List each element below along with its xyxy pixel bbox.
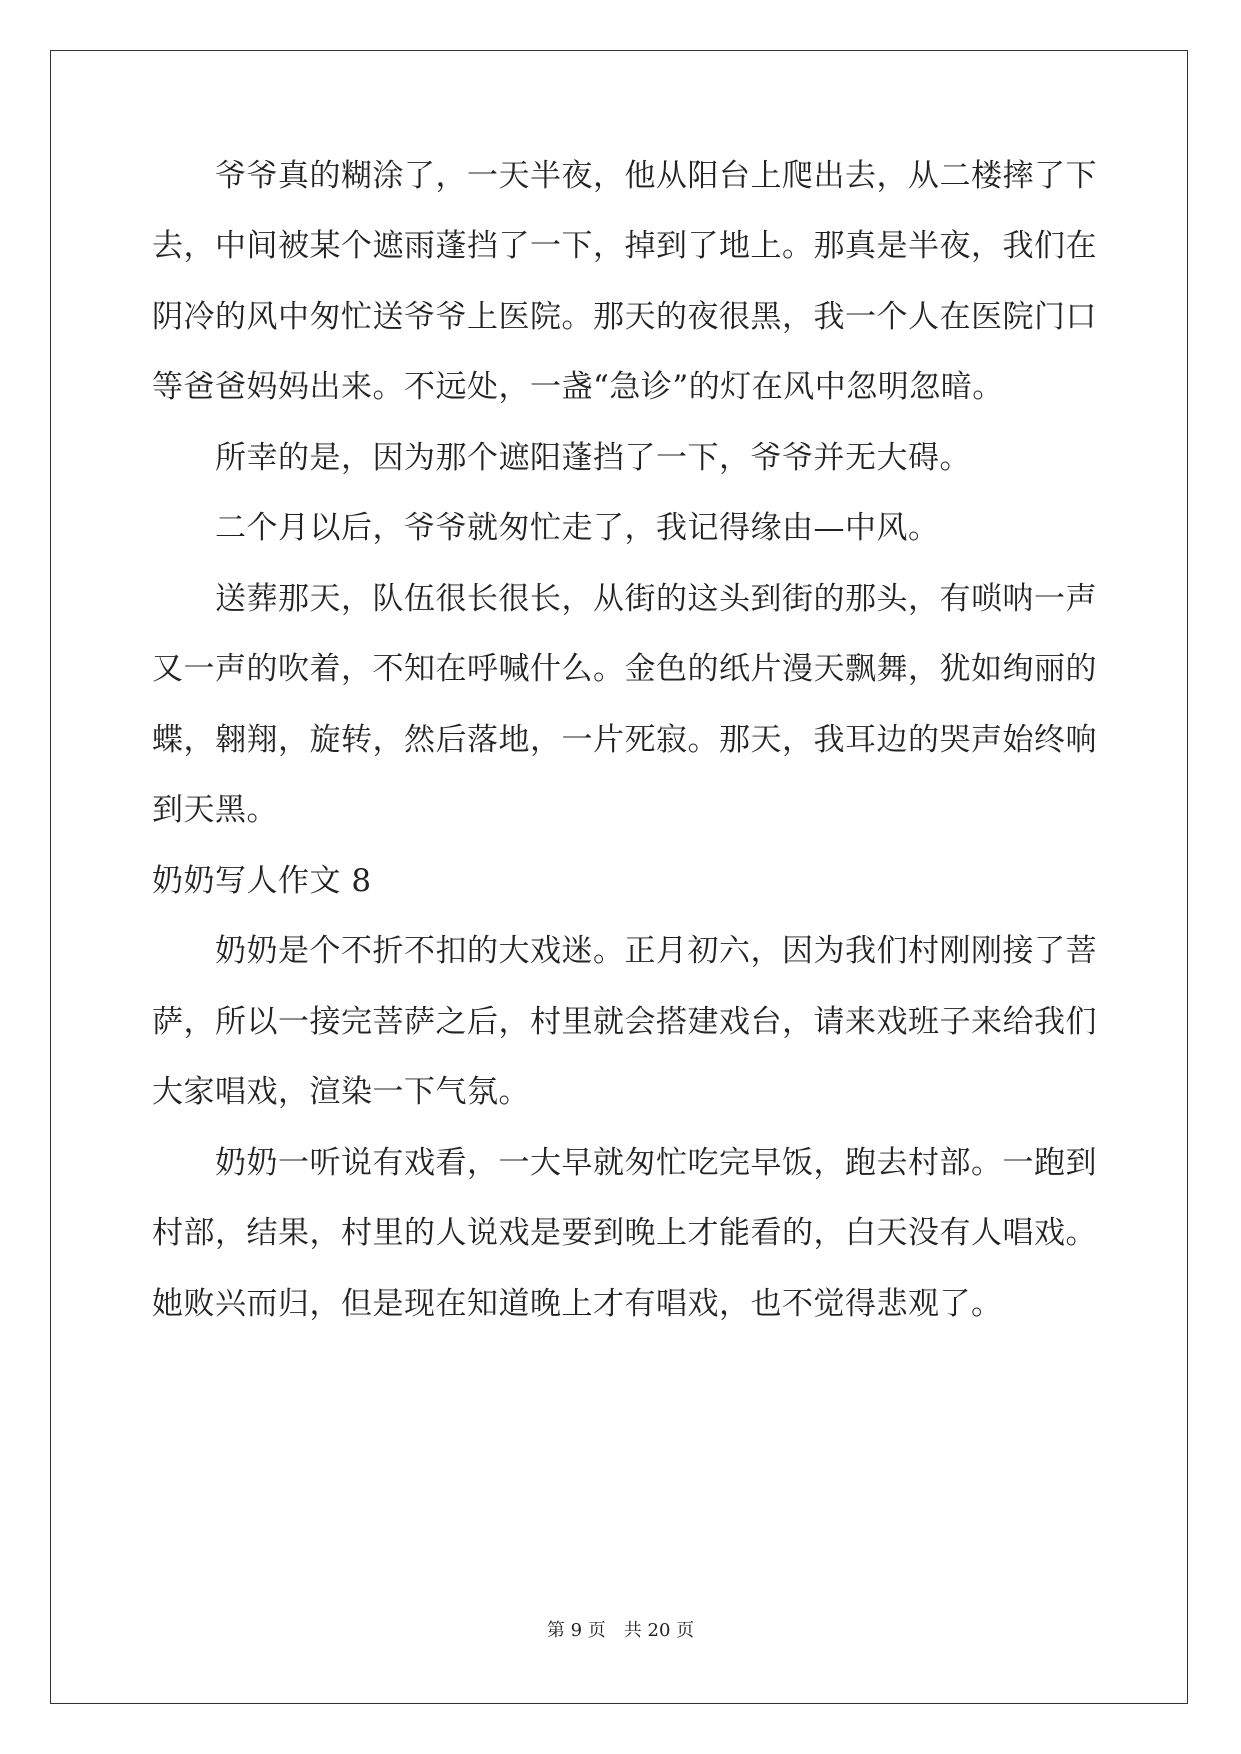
text-line: 奶奶一听说有戏看，一大早就匆忙吃完早饭，跑去村部。一跑到 [152,1145,1097,1181]
text-line: 等爸爸妈妈出来。不远处，一盏“急诊”的灯在风中忽明忽暗。 [152,369,1004,405]
text-line: 村部，结果，村里的人说戏是要到晚上才能看的，白天没有人唱戏。 [152,1215,1097,1251]
page-number: 第 9 页 [546,1620,606,1641]
text-line: 又一声的吹着，不知在呼喊什么。金色的纸片漫天飘舞，犹如绚丽的 [152,651,1097,687]
text-line: 萨，所以一接完菩萨之后，村里就会搭建戏台，请来戏班子来给我们 [152,1004,1097,1040]
text-line: 爷爷真的糊涂了，一天半夜，他从阳台上爬出去，从二楼摔了下 [152,158,1097,194]
text-line: 到天黑。 [152,792,278,828]
text-line: 阴冷的风中匆忙送爷爷上医院。那天的夜很黑，我一个人在医院门口 [152,299,1097,335]
text-line: 蝶，翱翔，旋转，然后落地，一片死寂。那天，我耳边的哭声始终响 [152,722,1097,758]
section-heading: 奶奶写人作文 8 [152,863,372,899]
page-total: 共 20 页 [623,1620,695,1641]
text-line: 她败兴而归，但是现在知道晚上才有唱戏，也不觉得悲观了。 [152,1286,1003,1322]
text-line: 大家唱戏，渲染一下气氛。 [152,1074,530,1110]
text-line: 送葬那天，队伍很长很长，从街的这头到街的那头，有唢呐一声 [152,581,1097,617]
page-footer [0,1616,1241,1642]
text-line: 奶奶是个不折不扣的大戏迷。正月初六，因为我们村刚刚接了菩 [152,933,1097,969]
text-line: 所幸的是，因为那个遮阳蓬挡了一下，爷爷并无大碍。 [152,440,971,476]
text-line: 去，中间被某个遮雨蓬挡了一下，掉到了地上。那真是半夜，我们在 [152,228,1097,264]
text-line: 二个月以后，爷爷就匆忙走了，我记得缘由—中风。 [152,510,940,546]
